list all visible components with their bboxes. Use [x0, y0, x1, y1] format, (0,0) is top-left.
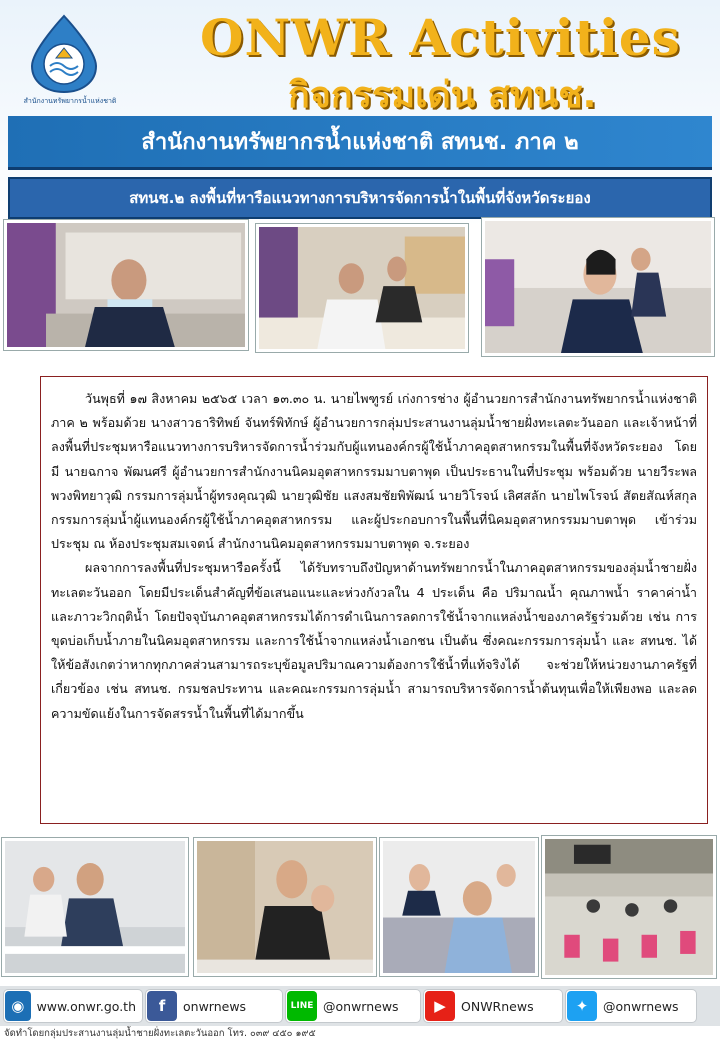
photo-top-right: [482, 218, 714, 356]
photo-top-center: [256, 224, 468, 352]
line-label: @onwrnews: [323, 998, 399, 1014]
photo-bottom-1: [2, 838, 188, 976]
facebook-link[interactable]: [146, 990, 282, 1022]
website-label: www.onwr.go.th: [36, 998, 136, 1014]
social-footer: [0, 986, 720, 1026]
topic-banner: สทนช.๒ ลงพื้นที่หารือแนวทางการบริหารจัดการน้ำในพื้นที่จังหวัดระยอง: [8, 177, 712, 219]
website-link[interactable]: [4, 990, 142, 1022]
facebook-label: onwrnews: [183, 998, 247, 1014]
facebook-icon: f: [147, 991, 177, 1021]
photo-bottom-4: [542, 836, 716, 978]
office-banner: สำนักงานทรัพยากรน้ำแห่งชาติ สทนช. ภาค ๒: [8, 116, 712, 170]
globe-icon: ◉: [5, 991, 31, 1021]
youtube-icon: ▶: [425, 991, 455, 1021]
photo-bottom-3: [380, 838, 538, 976]
youtube-label: ONWRnews: [461, 998, 534, 1014]
twitter-link[interactable]: [566, 990, 696, 1022]
article-paragraph-2: ผลจากการลงพื้นที่ประชุมหารือครั้งนี้ ได้รับทราบถึงปัญหาด้านทรัพยากรน้ำในภาคอุตสาหกรรมของลุ่มน้ำชายฝั่งทะเลตะวันออก โดยมีประเด็นสำคัญที่ข้อเสนอแนะและห่วงกังวลใน 4 ประเด็น คือ ปริมาณน้ำ คุณภาพน้ำ ราคาค่าน้ำ และภาวะวิกฤติน้ำ โดยปัจจุบันภาคอุตสาหกรรมได้การดำเนินการลดการใช้น้ำจากแหล่งน้ำของภาครัฐร่วมด้วย เช่น การขุดบ่อเก็บน้ำภายในนิคมอุตสาหกรรม และการใช้น้ำจากแหล่งน้ำเอกชน เป็นต้น ซึ่งคณะกรรมการลุ่มน้ำ และ สทนช. ได้ให้ข้อสังเกตว่าหากทุกภาคส่วนสามารถระบุข้อมูลปริมาณความต้องการใช้น้ำที่แท้จริงได้ จะช่วยให้หน่วยงานภาครัฐที่เกี่ยวข้อง เช่น สทนช. กรมชลประทาน และคณะกรรมการลุ่มน้ำ สามารถบริหารจัดการน้ำต้นทุนเพื่อให้เพียงพอ และลดความขัดแย้งในการจัดสรรน้ำในพื้นที่ได้มากขึ้น: [51, 560, 697, 721]
page-title-thai: กิจกรรมเด่น สทนช.: [288, 75, 597, 116]
photo-bottom-2: [194, 838, 376, 976]
page-title-english: ONWR Activities: [200, 8, 681, 67]
onwr-logo: [26, 14, 102, 94]
line-link[interactable]: [286, 990, 420, 1022]
article-paragraph-1: วันพุธที่ ๑๗ สิงหาคม ๒๕๖๕ เวลา ๑๓.๓๐ น. นายไพฑูรย์ เก่งการช่าง ผู้อำนวยการสำนักงานทรัพยากรน้ำแห่งชาติภาค ๒ พร้อมด้วย นางสาวธาริทิพย์ จันทร์พิทักษ์ ผู้อำนวยการกลุ่มประสานงานลุ่มน้ำชายฝั่งทะเลตะวันออก และเจ้าหน้าที่ ลงพื้นที่ประชุมหารือแนวทางการบริหารจัดการน้ำร่วมกับผู้แทนองค์กรผู้ใช้น้ำภาคอุตสาหกรรมในพื้นที่จังหวัดระยอง โดยมี นายฉกาจ พัฒนศรี ผู้อำนวยการสำนักงานนิคมอุตสาหกรรมมาบตาพุด เป็นประธานในที่ประชุม พร้อมด้วย นายวีระพล พวงพิทยาวุฒิ กรรมการลุ่มน้ำผู้ทรงคุณวุฒิ นายวุฒิชัย แสงสมชัยพิพัฒน์ นายวิโรจน์ เลิศสลัก นายไพโรจน์ สัตยสัณห์สกุล กรรมการลุ่มน้ำผู้แทนองค์กรผู้ใช้น้ำภาคอุตสาหกรรม และผู้ประกอบการในพื้นที่นิคมอุตสาหกรรมมาบตาพุด เข้าร่วมประชุม ณ ห้องประชุมสมเจตน์ สำนักงานนิคมอุตสาหกรรมมาบตาพุด จ.ระยอง: [51, 391, 697, 552]
credit-line: จัดทำโดยกลุ่มประสานงานลุ่มน้ำชายฝั่งทะเลตะวันออก โทร. ๐๓๙ ๔๕๐ ๑๙๕: [4, 1028, 316, 1039]
photo-top-left: [4, 220, 248, 350]
twitter-icon: ✦: [567, 991, 597, 1021]
logo-caption: สำนักงานทรัพยากรน้ำแห่งชาติ: [23, 97, 117, 105]
line-icon: LINE: [287, 991, 317, 1021]
article-body: [40, 376, 708, 824]
twitter-label: @onwrnews: [603, 998, 679, 1014]
youtube-link[interactable]: [424, 990, 562, 1022]
